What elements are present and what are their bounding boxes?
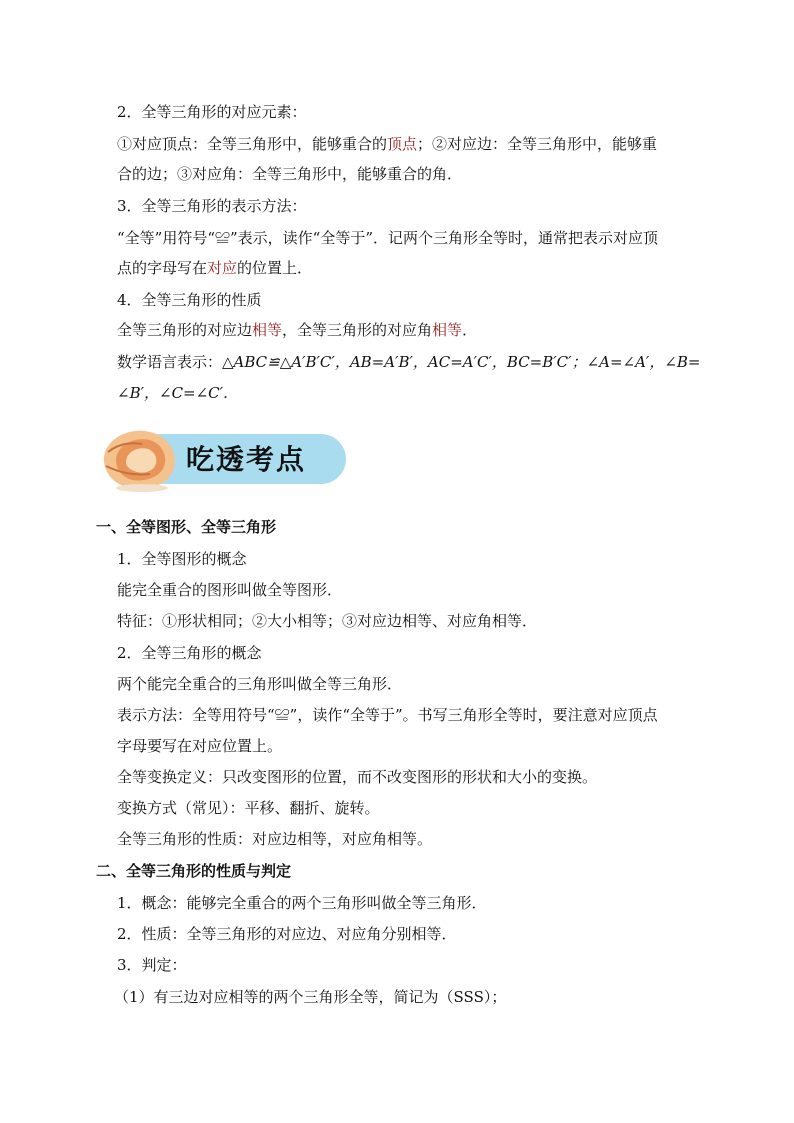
text-span: ；②对应边：全等三角形中，能够重: [417, 135, 658, 153]
text-line: 全等三角形的性质：对应边相等，对应角相等。: [117, 830, 433, 848]
banner-title: 吃透考点: [186, 443, 307, 476]
text-line: 1．概念：能够完全重合的两个三角形叫做全等三角形．: [117, 894, 487, 912]
part-heading-2: 二、全等三角形的性质与判定: [96, 862, 292, 880]
emphasis-text: 相等: [432, 321, 463, 339]
text-line: 两个能完全重合的三角形叫做全等三角形．: [117, 675, 403, 693]
text-line: 变换方式（常见）：平移、翻折、旋转。: [117, 799, 380, 817]
emphasis-text: 相等: [252, 321, 283, 339]
emphasis-text: 顶点: [387, 135, 418, 153]
text-line: 合的边；③对应角：全等三角形中，能够重合的角．: [117, 165, 463, 183]
emphasis-text: 对应: [207, 259, 238, 277]
item-heading: 3．判定：: [117, 956, 187, 974]
text-span: 数学语言表示：: [117, 353, 223, 371]
math-line: ∠B′，∠C=∠C′．: [117, 384, 239, 402]
text-line: 字母要写在对应位置上。: [117, 737, 283, 755]
text-line: [117, 258, 312, 278]
text-line: （1）有三边对应相等的两个三角形全等，简记为（SSS）；: [114, 988, 507, 1006]
text-line: 特征：①形状相同；②大小相等；③对应边相等、对应角相等．: [117, 612, 538, 630]
part-heading-1: 一、全等图形、全等三角形: [96, 518, 277, 536]
text-line: [117, 320, 477, 340]
text-span: ①对应顶点：全等三角形中，能够重合的: [117, 135, 388, 153]
text-line: 表示方法：全等用符号“≌”，读作“全等于”。书写三角形全等时，要注意对应顶点: [117, 706, 658, 724]
section-heading-3: 3．全等三角形的表示方法：: [117, 197, 307, 215]
item-heading: 2．全等三角形的概念: [117, 644, 262, 662]
item-heading: 1．全等图形的概念: [117, 550, 247, 568]
math-line: [117, 352, 701, 372]
text-line: 能完全重合的图形叫做全等图形．: [117, 581, 343, 599]
text-line: “全等”用符号“≌”表示，读作“全等于”．记两个三角形全等时，通常把表示对应顶: [117, 229, 659, 247]
section-heading-2: 2．全等三角形的对应元素：: [117, 103, 307, 121]
text-line: 2．性质：全等三角形的对应边、对应角分别相等．: [117, 925, 457, 943]
text-span: 点的字母写在: [117, 259, 208, 277]
text-span: ．: [462, 321, 478, 339]
math-expression: △ABC≌△A′B′C′，AB=A′B′，AC=A′C′，BC=B′C′；∠A=∠A′，∠B=: [222, 353, 701, 371]
text-span: 的位置上．: [237, 259, 313, 277]
text-line: 全等变换定义：只改变图形的位置，而不改变图形的形状和大小的变换。: [117, 768, 598, 786]
text-span: 全等三角形的对应边: [117, 321, 253, 339]
section-heading-4: 4．全等三角形的性质: [117, 291, 262, 309]
text-span: ，全等三角形的对应角: [282, 321, 433, 339]
text-line: [117, 134, 657, 154]
